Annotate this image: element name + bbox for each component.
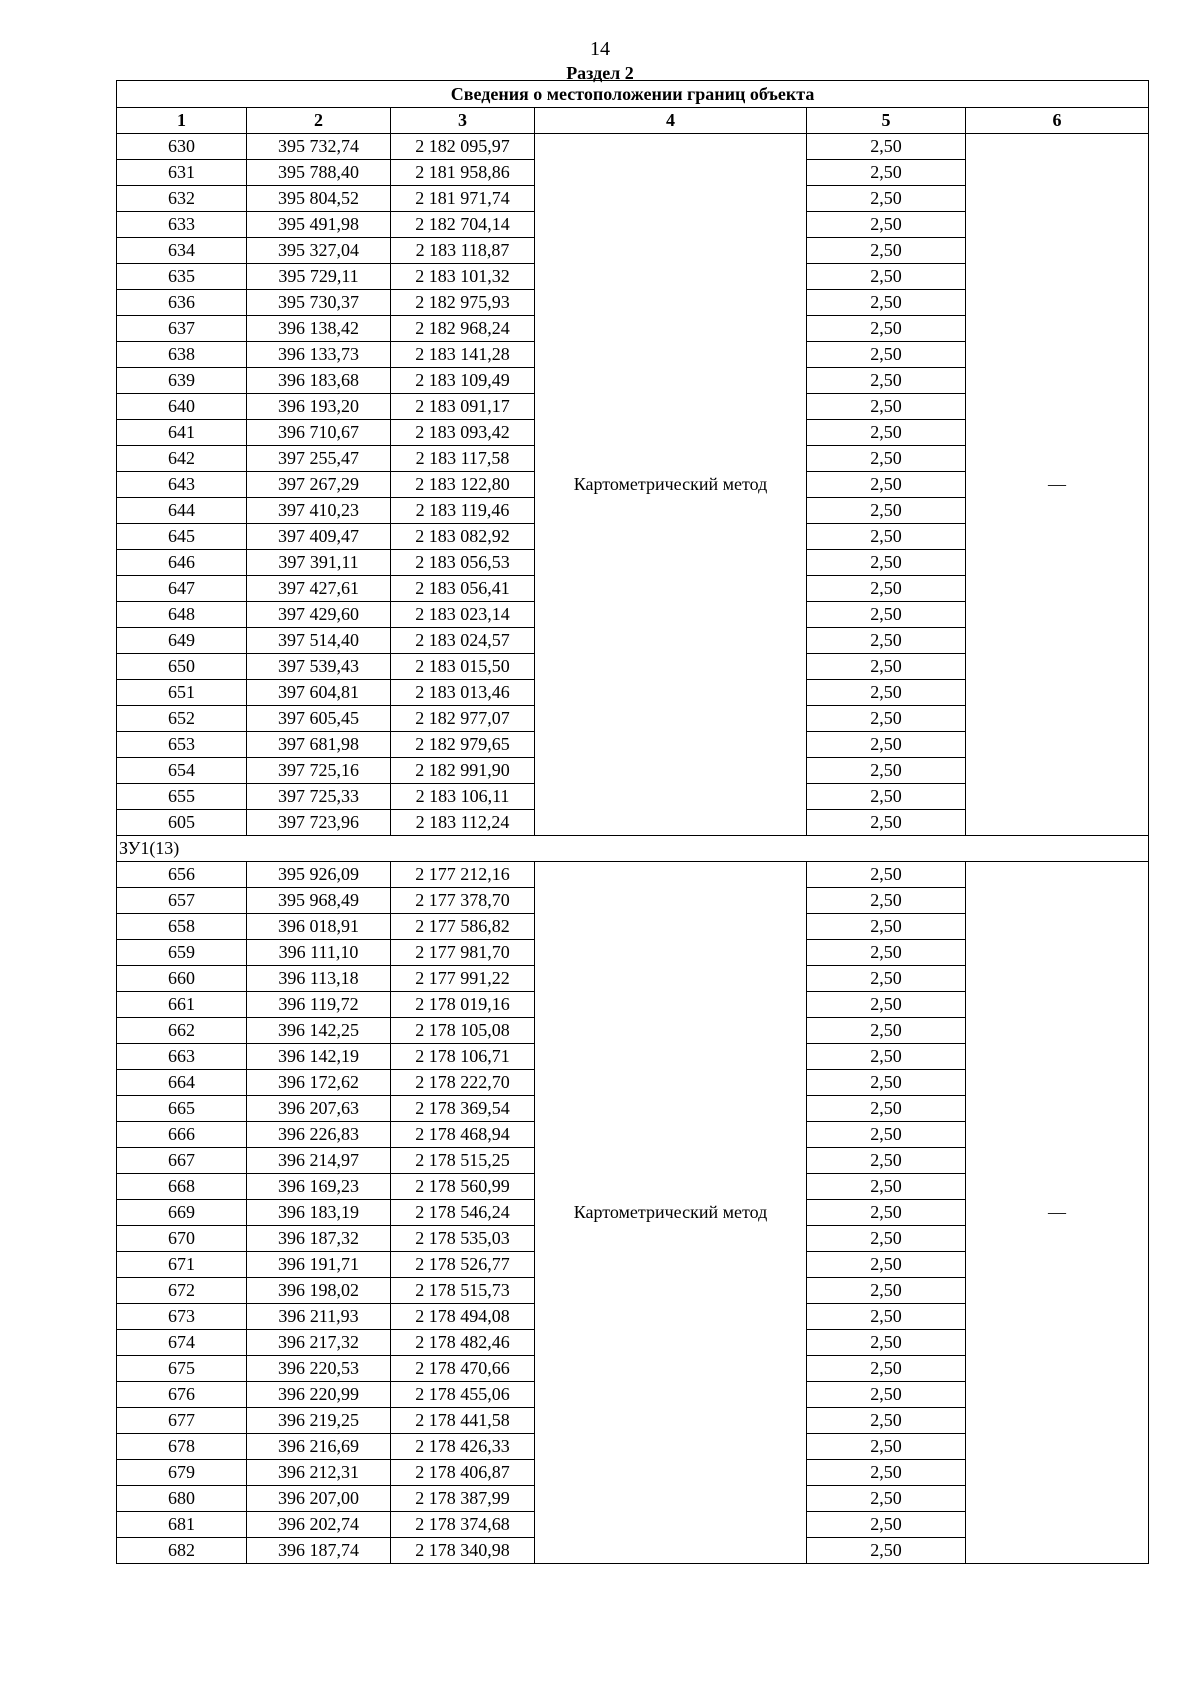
group-label-row xyxy=(117,836,1149,862)
precision-cell: 2,50 xyxy=(807,784,966,810)
precision-cell: 2,50 xyxy=(807,966,966,992)
coord-x-cell: 396 183,19 xyxy=(247,1200,391,1226)
precision-cell: 2,50 xyxy=(807,290,966,316)
point-number-cell: 667 xyxy=(117,1148,247,1174)
table-row xyxy=(117,134,1149,160)
precision-cell: 2,50 xyxy=(807,1278,966,1304)
coord-x-cell: 395 788,40 xyxy=(247,160,391,186)
coord-y-cell: 2 183 122,80 xyxy=(391,472,535,498)
precision-cell: 2,50 xyxy=(807,940,966,966)
point-number-cell: 658 xyxy=(117,914,247,940)
coord-x-cell: 396 138,42 xyxy=(247,316,391,342)
precision-cell: 2,50 xyxy=(807,628,966,654)
coord-y-cell: 2 178 105,08 xyxy=(391,1018,535,1044)
point-number-cell: 677 xyxy=(117,1408,247,1434)
coord-x-cell: 397 725,33 xyxy=(247,784,391,810)
precision-cell: 2,50 xyxy=(807,758,966,784)
precision-cell: 2,50 xyxy=(807,1122,966,1148)
point-number-cell: 676 xyxy=(117,1382,247,1408)
table-body xyxy=(117,134,1149,1564)
coord-y-cell: 2 183 015,50 xyxy=(391,654,535,680)
coord-y-cell: 2 182 975,93 xyxy=(391,290,535,316)
coord-y-cell: 2 183 082,92 xyxy=(391,524,535,550)
point-number-cell: 675 xyxy=(117,1356,247,1382)
point-number-cell: 678 xyxy=(117,1434,247,1460)
point-number-cell: 680 xyxy=(117,1486,247,1512)
coord-x-cell: 396 172,62 xyxy=(247,1070,391,1096)
coord-y-cell: 2 183 056,53 xyxy=(391,550,535,576)
point-number-cell: 637 xyxy=(117,316,247,342)
coord-x-cell: 397 514,40 xyxy=(247,628,391,654)
coord-y-cell: 2 177 991,22 xyxy=(391,966,535,992)
point-number-cell: 669 xyxy=(117,1200,247,1226)
coord-x-cell: 396 207,63 xyxy=(247,1096,391,1122)
coord-y-cell: 2 178 455,06 xyxy=(391,1382,535,1408)
column-header-6: 6 xyxy=(966,108,1149,134)
coord-y-cell: 2 182 977,07 xyxy=(391,706,535,732)
coord-x-cell: 396 169,23 xyxy=(247,1174,391,1200)
coord-y-cell: 2 178 340,98 xyxy=(391,1538,535,1564)
coord-x-cell: 395 968,49 xyxy=(247,888,391,914)
precision-cell: 2,50 xyxy=(807,810,966,836)
coord-y-cell: 2 178 546,24 xyxy=(391,1200,535,1226)
coord-x-cell: 396 220,53 xyxy=(247,1356,391,1382)
precision-cell: 2,50 xyxy=(807,1512,966,1538)
precision-cell: 2,50 xyxy=(807,654,966,680)
coord-y-cell: 2 178 494,08 xyxy=(391,1304,535,1330)
point-number-cell: 640 xyxy=(117,394,247,420)
coord-y-cell: 2 178 515,73 xyxy=(391,1278,535,1304)
page-number: 14 xyxy=(590,38,610,60)
coord-y-cell: 2 178 470,66 xyxy=(391,1356,535,1382)
coord-x-cell: 395 804,52 xyxy=(247,186,391,212)
coord-x-cell: 396 214,97 xyxy=(247,1148,391,1174)
coord-x-cell: 396 198,02 xyxy=(247,1278,391,1304)
coord-x-cell: 397 605,45 xyxy=(247,706,391,732)
column-header-row xyxy=(117,108,1149,134)
coord-x-cell: 396 191,71 xyxy=(247,1252,391,1278)
coord-x-cell: 396 142,19 xyxy=(247,1044,391,1070)
point-number-cell: 673 xyxy=(117,1304,247,1330)
precision-cell: 2,50 xyxy=(807,472,966,498)
coord-y-cell: 2 183 056,41 xyxy=(391,576,535,602)
note-cell: — xyxy=(966,862,1149,1564)
precision-cell: 2,50 xyxy=(807,1226,966,1252)
point-number-cell: 670 xyxy=(117,1226,247,1252)
coord-y-cell: 2 178 387,99 xyxy=(391,1486,535,1512)
coord-y-cell: 2 178 535,03 xyxy=(391,1226,535,1252)
point-number-cell: 643 xyxy=(117,472,247,498)
precision-cell: 2,50 xyxy=(807,1434,966,1460)
coord-y-cell: 2 183 117,58 xyxy=(391,446,535,472)
point-number-cell: 665 xyxy=(117,1096,247,1122)
precision-cell: 2,50 xyxy=(807,160,966,186)
point-number-cell: 648 xyxy=(117,602,247,628)
precision-cell: 2,50 xyxy=(807,1356,966,1382)
precision-cell: 2,50 xyxy=(807,1200,966,1226)
precision-cell: 2,50 xyxy=(807,1252,966,1278)
coord-x-cell: 395 926,09 xyxy=(247,862,391,888)
point-number-cell: 653 xyxy=(117,732,247,758)
coord-y-cell: 2 183 023,14 xyxy=(391,602,535,628)
table-row xyxy=(117,862,1149,888)
precision-cell: 2,50 xyxy=(807,1486,966,1512)
coord-y-cell: 2 178 468,94 xyxy=(391,1122,535,1148)
coord-y-cell: 2 177 586,82 xyxy=(391,914,535,940)
point-number-cell: 679 xyxy=(117,1460,247,1486)
point-number-cell: 651 xyxy=(117,680,247,706)
method-cell: Картометрический метод xyxy=(535,134,807,836)
coord-y-cell: 2 178 106,71 xyxy=(391,1044,535,1070)
coord-x-cell: 396 219,25 xyxy=(247,1408,391,1434)
precision-cell: 2,50 xyxy=(807,1382,966,1408)
coord-x-cell: 397 427,61 xyxy=(247,576,391,602)
boundary-table xyxy=(116,80,1149,1564)
coord-y-cell: 2 178 406,87 xyxy=(391,1460,535,1486)
point-number-cell: 668 xyxy=(117,1174,247,1200)
column-header-4: 4 xyxy=(535,108,807,134)
point-number-cell: 649 xyxy=(117,628,247,654)
coord-x-cell: 396 119,72 xyxy=(247,992,391,1018)
coord-y-cell: 2 178 374,68 xyxy=(391,1512,535,1538)
point-number-cell: 661 xyxy=(117,992,247,1018)
coord-y-cell: 2 178 019,16 xyxy=(391,992,535,1018)
coord-x-cell: 395 729,11 xyxy=(247,264,391,290)
column-header-1: 1 xyxy=(117,108,247,134)
coord-y-cell: 2 182 979,65 xyxy=(391,732,535,758)
point-number-cell: 656 xyxy=(117,862,247,888)
precision-cell: 2,50 xyxy=(807,550,966,576)
coord-x-cell: 395 730,37 xyxy=(247,290,391,316)
point-number-cell: 672 xyxy=(117,1278,247,1304)
coord-x-cell: 397 255,47 xyxy=(247,446,391,472)
coord-y-cell: 2 181 958,86 xyxy=(391,160,535,186)
coord-x-cell: 397 723,96 xyxy=(247,810,391,836)
precision-cell: 2,50 xyxy=(807,888,966,914)
coord-y-cell: 2 178 482,46 xyxy=(391,1330,535,1356)
point-number-cell: 646 xyxy=(117,550,247,576)
coord-x-cell: 397 604,81 xyxy=(247,680,391,706)
point-number-cell: 645 xyxy=(117,524,247,550)
column-header-3: 3 xyxy=(391,108,535,134)
coord-x-cell: 396 187,74 xyxy=(247,1538,391,1564)
precision-cell: 2,50 xyxy=(807,498,966,524)
coord-y-cell: 2 181 971,74 xyxy=(391,186,535,212)
coord-x-cell: 397 429,60 xyxy=(247,602,391,628)
precision-cell: 2,50 xyxy=(807,1174,966,1200)
precision-cell: 2,50 xyxy=(807,1044,966,1070)
point-number-cell: 647 xyxy=(117,576,247,602)
precision-cell: 2,50 xyxy=(807,1408,966,1434)
point-number-cell: 682 xyxy=(117,1538,247,1564)
coord-x-cell: 397 725,16 xyxy=(247,758,391,784)
coord-y-cell: 2 178 369,54 xyxy=(391,1096,535,1122)
coord-y-cell: 2 183 101,32 xyxy=(391,264,535,290)
precision-cell: 2,50 xyxy=(807,1538,966,1564)
point-number-cell: 657 xyxy=(117,888,247,914)
coord-x-cell: 397 681,98 xyxy=(247,732,391,758)
coord-y-cell: 2 183 091,17 xyxy=(391,394,535,420)
precision-cell: 2,50 xyxy=(807,342,966,368)
precision-cell: 2,50 xyxy=(807,1018,966,1044)
coord-y-cell: 2 178 426,33 xyxy=(391,1434,535,1460)
coord-x-cell: 395 327,04 xyxy=(247,238,391,264)
point-number-cell: 650 xyxy=(117,654,247,680)
precision-cell: 2,50 xyxy=(807,1148,966,1174)
coord-y-cell: 2 183 106,11 xyxy=(391,784,535,810)
coord-x-cell: 396 220,99 xyxy=(247,1382,391,1408)
coord-x-cell: 396 018,91 xyxy=(247,914,391,940)
precision-cell: 2,50 xyxy=(807,992,966,1018)
point-number-cell: 671 xyxy=(117,1252,247,1278)
precision-cell: 2,50 xyxy=(807,1330,966,1356)
coord-x-cell: 396 187,32 xyxy=(247,1226,391,1252)
point-number-cell: 630 xyxy=(117,134,247,160)
point-number-cell: 642 xyxy=(117,446,247,472)
point-number-cell: 654 xyxy=(117,758,247,784)
coord-x-cell: 396 710,67 xyxy=(247,420,391,446)
coord-x-cell: 397 267,29 xyxy=(247,472,391,498)
coord-x-cell: 396 113,18 xyxy=(247,966,391,992)
coord-x-cell: 397 391,11 xyxy=(247,550,391,576)
coord-y-cell: 2 183 013,46 xyxy=(391,680,535,706)
point-number-cell: 664 xyxy=(117,1070,247,1096)
point-number-cell: 674 xyxy=(117,1330,247,1356)
coord-x-cell: 397 409,47 xyxy=(247,524,391,550)
coord-y-cell: 2 178 222,70 xyxy=(391,1070,535,1096)
point-number-cell: 681 xyxy=(117,1512,247,1538)
point-number-cell: 639 xyxy=(117,368,247,394)
point-number-cell: 666 xyxy=(117,1122,247,1148)
coord-y-cell: 2 182 095,97 xyxy=(391,134,535,160)
precision-cell: 2,50 xyxy=(807,1070,966,1096)
coord-x-cell: 396 207,00 xyxy=(247,1486,391,1512)
point-number-cell: 641 xyxy=(117,420,247,446)
point-number-cell: 633 xyxy=(117,212,247,238)
point-number-cell: 636 xyxy=(117,290,247,316)
point-number-cell: 652 xyxy=(117,706,247,732)
precision-cell: 2,50 xyxy=(807,212,966,238)
coord-y-cell: 2 183 118,87 xyxy=(391,238,535,264)
precision-cell: 2,50 xyxy=(807,1460,966,1486)
method-cell: Картометрический метод xyxy=(535,862,807,1564)
precision-cell: 2,50 xyxy=(807,862,966,888)
coord-x-cell: 395 732,74 xyxy=(247,134,391,160)
coord-x-cell: 396 211,93 xyxy=(247,1304,391,1330)
coord-y-cell: 2 178 441,58 xyxy=(391,1408,535,1434)
precision-cell: 2,50 xyxy=(807,1096,966,1122)
table-caption: Сведения о местоположении границ объекта xyxy=(117,81,1149,108)
precision-cell: 2,50 xyxy=(807,316,966,342)
coord-x-cell: 396 216,69 xyxy=(247,1434,391,1460)
coord-y-cell: 2 183 141,28 xyxy=(391,342,535,368)
point-number-cell: 659 xyxy=(117,940,247,966)
coord-x-cell: 396 133,73 xyxy=(247,342,391,368)
coord-y-cell: 2 178 526,77 xyxy=(391,1252,535,1278)
point-number-cell: 655 xyxy=(117,784,247,810)
precision-cell: 2,50 xyxy=(807,134,966,160)
coord-y-cell: 2 183 024,57 xyxy=(391,628,535,654)
coord-y-cell: 2 177 981,70 xyxy=(391,940,535,966)
point-number-cell: 605 xyxy=(117,810,247,836)
precision-cell: 2,50 xyxy=(807,576,966,602)
coord-y-cell: 2 183 109,49 xyxy=(391,368,535,394)
precision-cell: 2,50 xyxy=(807,914,966,940)
coord-y-cell: 2 177 378,70 xyxy=(391,888,535,914)
point-number-cell: 638 xyxy=(117,342,247,368)
coord-x-cell: 396 193,20 xyxy=(247,394,391,420)
coord-y-cell: 2 178 560,99 xyxy=(391,1174,535,1200)
coord-x-cell: 396 202,74 xyxy=(247,1512,391,1538)
coord-y-cell: 2 177 212,16 xyxy=(391,862,535,888)
precision-cell: 2,50 xyxy=(807,706,966,732)
coord-y-cell: 2 178 515,25 xyxy=(391,1148,535,1174)
precision-cell: 2,50 xyxy=(807,264,966,290)
coord-x-cell: 397 410,23 xyxy=(247,498,391,524)
coord-x-cell: 396 212,31 xyxy=(247,1460,391,1486)
point-number-cell: 632 xyxy=(117,186,247,212)
point-number-cell: 660 xyxy=(117,966,247,992)
point-number-cell: 663 xyxy=(117,1044,247,1070)
precision-cell: 2,50 xyxy=(807,186,966,212)
precision-cell: 2,50 xyxy=(807,602,966,628)
precision-cell: 2,50 xyxy=(807,524,966,550)
point-number-cell: 644 xyxy=(117,498,247,524)
precision-cell: 2,50 xyxy=(807,368,966,394)
point-number-cell: 634 xyxy=(117,238,247,264)
section-title: Раздел 2 xyxy=(566,63,634,83)
coord-y-cell: 2 182 704,14 xyxy=(391,212,535,238)
precision-cell: 2,50 xyxy=(807,394,966,420)
precision-cell: 2,50 xyxy=(807,238,966,264)
coord-x-cell: 395 491,98 xyxy=(247,212,391,238)
coord-x-cell: 396 183,68 xyxy=(247,368,391,394)
coord-x-cell: 396 111,10 xyxy=(247,940,391,966)
coord-x-cell: 397 539,43 xyxy=(247,654,391,680)
precision-cell: 2,50 xyxy=(807,680,966,706)
point-number-cell: 635 xyxy=(117,264,247,290)
coord-y-cell: 2 183 119,46 xyxy=(391,498,535,524)
coord-x-cell: 396 217,32 xyxy=(247,1330,391,1356)
point-number-cell: 631 xyxy=(117,160,247,186)
coord-y-cell: 2 183 093,42 xyxy=(391,420,535,446)
point-number-cell: 662 xyxy=(117,1018,247,1044)
coord-y-cell: 2 183 112,24 xyxy=(391,810,535,836)
precision-cell: 2,50 xyxy=(807,732,966,758)
precision-cell: 2,50 xyxy=(807,1304,966,1330)
table-caption-row xyxy=(117,81,1149,108)
group-label: ЗУ1(13) xyxy=(117,836,1149,862)
precision-cell: 2,50 xyxy=(807,420,966,446)
coord-y-cell: 2 182 968,24 xyxy=(391,316,535,342)
column-header-2: 2 xyxy=(247,108,391,134)
coord-y-cell: 2 182 991,90 xyxy=(391,758,535,784)
note-cell: — xyxy=(966,134,1149,836)
precision-cell: 2,50 xyxy=(807,446,966,472)
coord-x-cell: 396 142,25 xyxy=(247,1018,391,1044)
coord-x-cell: 396 226,83 xyxy=(247,1122,391,1148)
column-header-5: 5 xyxy=(807,108,966,134)
